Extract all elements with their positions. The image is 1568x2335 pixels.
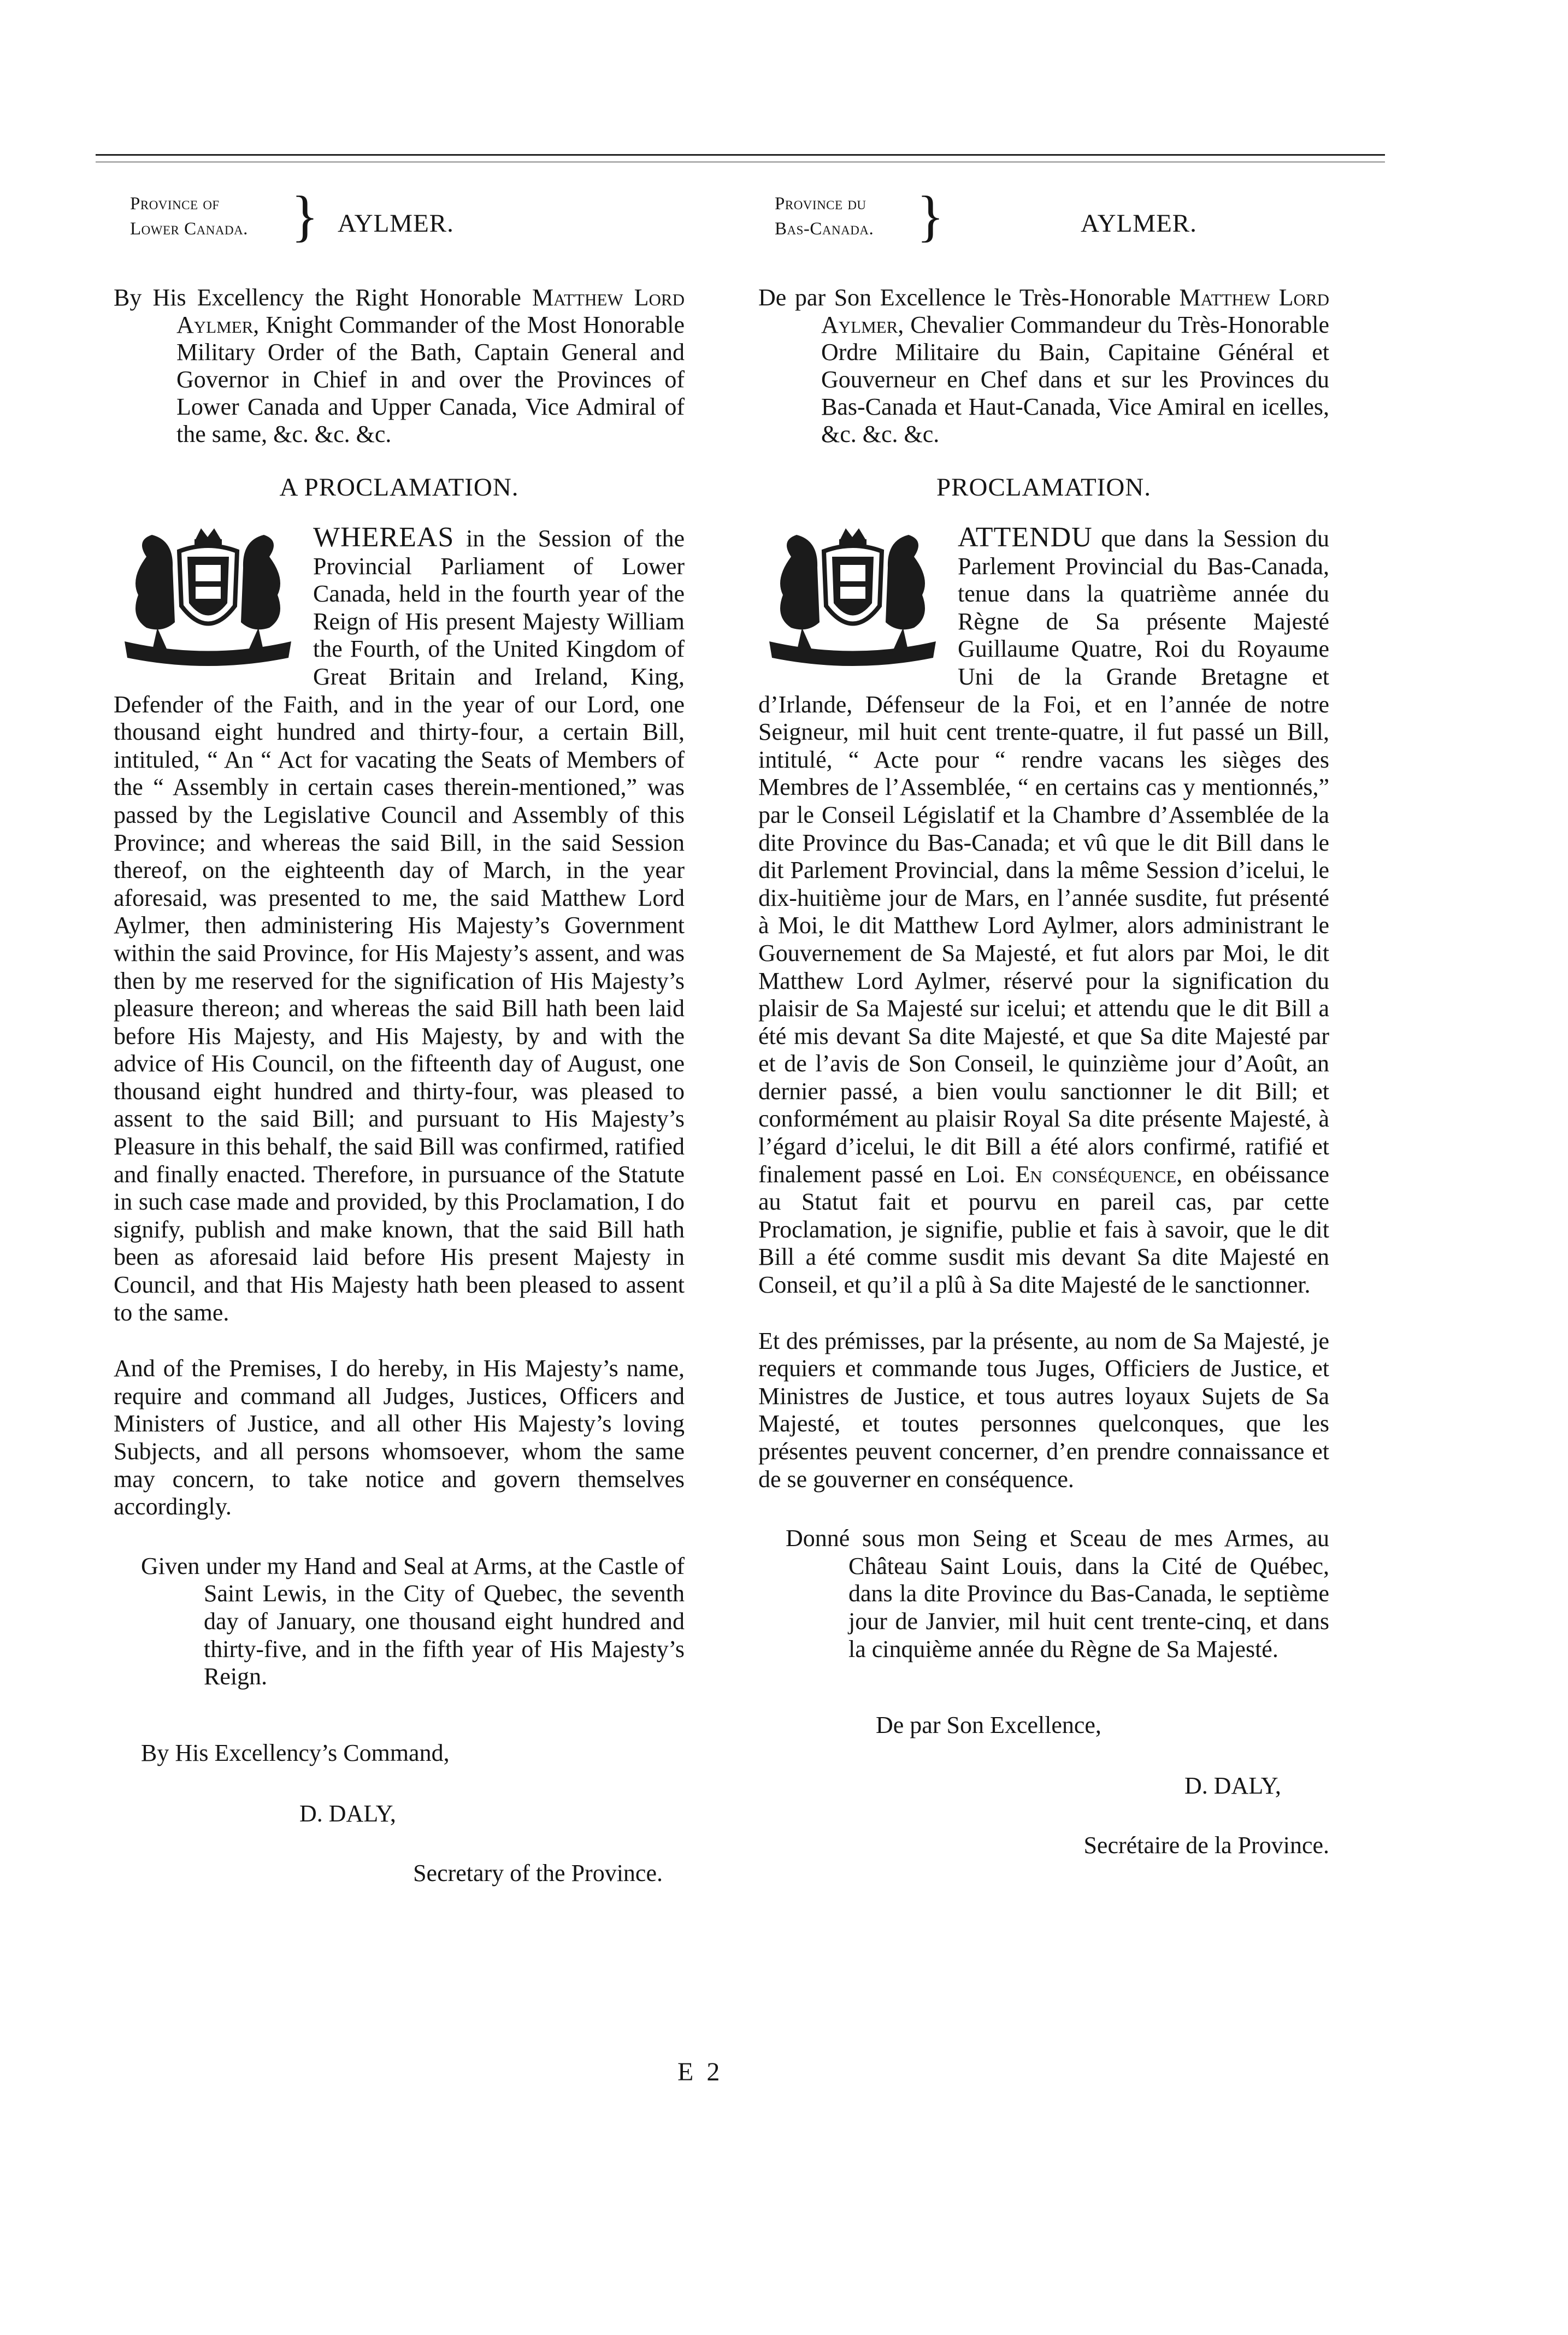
- signature: D. DALY,: [1184, 1772, 1281, 1800]
- place-name: AYLMER.: [1081, 209, 1197, 238]
- given-paragraph: Donné sous mon Seing et Sceau de mes Armes, au Château Saint Louis, dans la Cité de Québec, dans la dite Province du Bas-Canada, le septième jour de Janvier, mil huit cent trente-cinq, et dans la cinquième année du Règne de Sa Majesté.: [786, 1525, 1329, 1662]
- body-text: in the Session of the Provincial Parliament of Lower Canada, held in the fourth year of the Reign of His present Majesty William the Fourth, of the United Kingdom of Great Britain and Ireland, King, Defender of the Faith, and in the year of our Lord, one thousand eight hundred and thirty-four, a certain Bill, intituled, “ An “ Act for vacating the Seats of Members of the “ Assembly in certain cases therein-mentioned,” was passed by the Legislative Council and Assembly of this Province; and whereas the said Bill, in the said Session thereof, on the eighteenth day of March, in the year aforesaid, was presented to me, the said Matthew Lord Aylmer, then administering His Majesty’s Government within the said Province, for His Majesty’s assent, and was then by me reserved for the signification of His Majesty’s pleasure thereon; and whereas the said Bill hath been laid before His Majesty, and His Majesty, by and with the advice of His Council, on the fifteenth day of August, one thousand eight hundred and thirty-four, was pleased to assent to the said Bill; and pursuant to His Majesty’s Pleasure in this behalf, the said Bill was confirmed, ratified and finally enacted. Therefore, in pursuance of the Statute in such case made and provided, by this Proclamation, I do signify, publish and make known, that the said Bill hath been as aforesaid laid before His present Majesty in Council, and that His Majesty hath been pleased to assent to the same.: [114, 525, 685, 1326]
- secretary-title: Secretary of the Province.: [413, 1859, 663, 1886]
- proclamation-title: A PROCLAMATION.: [279, 473, 519, 502]
- english-heading: [114, 185, 685, 273]
- command-line: By His Excellency’s Command,: [141, 1739, 450, 1766]
- province-line-1: Province du: [775, 194, 866, 214]
- secretary-title: Secrétaire de la Province.: [1083, 1832, 1329, 1859]
- brace-glyph: }: [291, 185, 319, 247]
- top-rule: [96, 154, 1385, 156]
- province-line-1: Province of: [130, 194, 220, 214]
- governor-byline: [114, 284, 685, 448]
- governor-byline: [758, 284, 1329, 448]
- byline-rest: , Knight Commander of the Most Honorable Military Order of the Bath, Captain General and Governor in Chief in and over the Provinces of Lower Canada and Upper Canada, Vice Admiral of the same, &c. &c. &c.: [176, 311, 685, 447]
- province-line-2: Bas-Canada.: [775, 219, 874, 239]
- french-heading: [758, 185, 1329, 273]
- premises-paragraph: Et des prémisses, par la présente, au nom de Sa Majesté, je requiers et commande tous Juges, Officiers de Justice, et Ministres de Justice, et tous autres loyaux Sujets de Sa Majesté, et toutes personnes quelconques, que les présentes peuvent concerner, d’en prendre connaissance et de se gouverner en conséquence.: [758, 1327, 1329, 1493]
- body-text-part-2: , en obéissance au Statut fait et pourvu en pareil cas, par cette Proclamation, je signifie, publie et fais à savoir, que le dit Bill a été comme susdit mis devant Sa dite Majesté en Conseil, et qu’il a plû à Sa dite Majesté de le sanctionner.: [758, 1160, 1329, 1299]
- province-line-2: Lower Canada.: [130, 219, 248, 239]
- province-label: [130, 191, 248, 241]
- english-column: [114, 185, 685, 1887]
- province-label: [775, 191, 874, 241]
- body-smallcaps: En conséquence: [1015, 1160, 1177, 1188]
- lead-word: ATTENDU: [958, 522, 1093, 553]
- byline-start: By His Excellency the Right Honorable: [114, 284, 532, 311]
- byline-name: Matthew Lord Aylmer: [176, 284, 685, 338]
- proclamation-title: PROCLAMATION.: [936, 473, 1151, 502]
- signature: D. DALY,: [299, 1800, 396, 1827]
- royal-arms-icon: [758, 524, 947, 677]
- lead-word: WHEREAS: [313, 522, 455, 553]
- brace-glyph: }: [917, 185, 944, 247]
- page-number: E 2: [677, 2057, 723, 2086]
- body-text-part-1: que dans la Session du Parlement Provincial du Bas-Canada, tenue dans la quatrième année du Règne de Sa présente Majesté Guillaume Quatre, Roi du Royaume Uni de la Grande Bretagne et d’Irlande, Défenseur de la Foi, et en l’année de notre Seigneur, mil huit cent trente-quatre, il fut passé un Bill, intitulé, “ Acte pour “ rendre vacans les sièges des Membres de l’Assemblée, “ en certains cas y mentionnés,” par le Conseil Législatif et la Chambre d’Assemblée de la dite Province du Bas-Canada; et vû que le dit Bill dans le dit Parlement Provincial, dans la même Session d’icelui, le dix-huitième jour de Mars, en l’année susdite, fut présenté à Moi, le dit Matthew Lord Aylmer, alors administrant le Gouvernement de Sa Majesté, et fut alors par Moi, le dit Matthew Lord Aylmer, réservé pour la signification du plaisir de Sa Majesté sur icelui; et attendu que le dit Bill a été mis devant Sa dite Majesté, et que Sa dite Majesté par et de l’avis de Son Conseil, le quinzième jour d’Août, an dernier passé, a bien voulu sanctionner le dit Bill; et conformément au plaisir Royal Sa dite présente Majesté, à l’égard d’icelui, le dit Bill a été alors confirmé, ratifié et finalement passé en Loi.: [758, 525, 1329, 1188]
- premises-paragraph: And of the Premises, I do hereby, in His Majesty’s name, require and command all Judges, Justices, Officers and Ministers of Justice, and all other His Majesty’s loving Subjects, and all persons whomsoever, whom the same may concern, to take notice and govern themselves accordingly.: [114, 1355, 685, 1520]
- byline-name: Matthew Lord Aylmer: [821, 284, 1329, 338]
- byline-rest: , Chevalier Commandeur du Très-Honorable Ordre Militaire du Bain, Capitaine Général et Gouverneur en Chef dans et sur les Provinces du Bas-Canada et Haut-Canada, Vice Amiral en icelles, &c. &c. &c.: [821, 311, 1329, 447]
- command-line: De par Son Excellence,: [876, 1712, 1101, 1739]
- given-paragraph: Given under my Hand and Seal at Arms, at the Castle of Saint Lewis, in the City of Quebec, the seventh day of January, one thousand eight hundred and thirty-five, and in the fifth year of His Majesty’s Reign.: [141, 1552, 685, 1690]
- proclamation-body: [758, 524, 1329, 1299]
- byline-start: De par Son Excellence le Très-Honorable: [758, 284, 1180, 311]
- royal-arms-icon: [114, 524, 302, 677]
- french-column: [758, 185, 1329, 1859]
- proclamation-body: [114, 524, 685, 1326]
- place-name: AYLMER.: [338, 209, 454, 238]
